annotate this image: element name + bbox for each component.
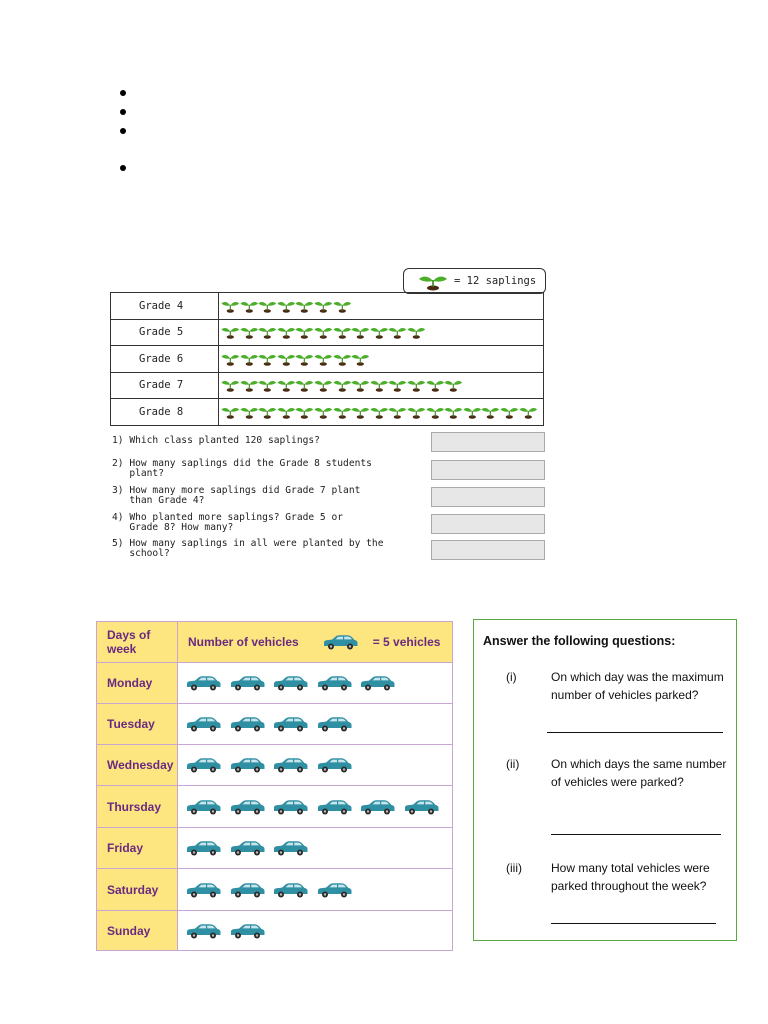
answer-field[interactable]: [431, 460, 545, 480]
day-label: Wednesday: [97, 745, 178, 785]
sapling-icon: [314, 405, 333, 419]
sapling-icon: [407, 405, 426, 419]
question-text: 5) How many saplings in all were planted by the school?: [112, 538, 384, 559]
answer-box: [473, 619, 737, 941]
question-text: On which days the same number of vehicles were parked?: [551, 757, 727, 789]
sapling-icon: [277, 325, 296, 339]
car-icon: [184, 715, 222, 733]
car-icons: [178, 786, 452, 827]
car-icon: [184, 756, 222, 774]
car-icon: [228, 922, 266, 940]
sapling-icon: [314, 352, 333, 366]
day-label: Saturday: [97, 869, 178, 910]
sapling-icon: [221, 378, 240, 392]
sapling-icon: [333, 352, 352, 366]
sapling-icon: [444, 405, 463, 419]
car-icons: [178, 828, 452, 868]
sapling-icon: [407, 378, 426, 392]
sapling-icons: [219, 373, 543, 399]
sapling-pictograph: [110, 292, 544, 426]
sapling-icon: [500, 405, 519, 419]
question-text: 2) How many saplings did the Grade 8 students plant?: [112, 458, 372, 479]
question-number: (ii): [506, 757, 520, 771]
vehicle-row: [97, 910, 452, 950]
sapling-icon: [370, 378, 389, 392]
day-label: Friday: [97, 828, 178, 868]
sapling-icons: [219, 346, 543, 372]
pictograph-row: [110, 320, 544, 347]
answer-blank[interactable]: [551, 923, 716, 924]
vehicle-row: [97, 827, 452, 868]
sapling-icon: [240, 378, 259, 392]
car-icon: [228, 674, 266, 692]
car-icon: [315, 674, 353, 692]
car-icon: [184, 922, 222, 940]
sapling-key: [403, 268, 546, 294]
sapling-icon: [240, 299, 259, 313]
car-icon: [271, 798, 309, 816]
question-text: On which day was the maximum number of vehicles parked?: [551, 670, 724, 702]
question-number: (iii): [506, 861, 522, 875]
sapling-key-label: = 12 saplings: [454, 275, 537, 287]
sapling-icon: [240, 352, 259, 366]
grade-label: Grade 7: [111, 373, 219, 399]
sapling-icon: [388, 325, 407, 339]
sapling-icons: [219, 399, 543, 425]
car-icons: [178, 663, 452, 703]
car-icon: [184, 798, 222, 816]
car-icon: [271, 881, 309, 899]
sapling-icon: [221, 405, 240, 419]
car-icon: [271, 674, 309, 692]
answer-blank[interactable]: [547, 732, 723, 733]
car-icon: [184, 674, 222, 692]
answer-blank[interactable]: [551, 834, 721, 835]
sapling-icon: [333, 378, 352, 392]
sapling-icon: [221, 299, 240, 313]
car-icon: [184, 881, 222, 899]
vehicle-key-label: = 5 vehicles: [372, 635, 441, 649]
grade-label: Grade 5: [111, 320, 219, 346]
sapling-icon: [221, 325, 240, 339]
car-icon: [271, 715, 309, 733]
sapling-icon: [351, 352, 370, 366]
vehicle-row: [97, 703, 452, 744]
question-text: 4) Who planted more saplings? Grade 5 or Grade 8? How many?: [112, 512, 344, 533]
question-text: How many total vehicles were parked throughout the week?: [551, 861, 710, 893]
sapling-icon: [258, 352, 277, 366]
sapling-icon: [426, 378, 445, 392]
sapling-icon: [370, 405, 389, 419]
sapling-icon: [295, 325, 314, 339]
car-icons: [178, 704, 452, 744]
pictograph-row: [110, 399, 544, 426]
answer-field[interactable]: [431, 432, 545, 452]
sapling-icon: [370, 325, 389, 339]
car-icon: [315, 798, 353, 816]
car-icon: [358, 798, 396, 816]
car-icon: [271, 839, 309, 857]
sapling-icon: [258, 299, 277, 313]
sapling-icon: [333, 405, 352, 419]
sapling-icon: [295, 405, 314, 419]
sapling-icon: [481, 405, 500, 419]
sapling-icons: [219, 320, 543, 346]
sapling-icon: [295, 299, 314, 313]
day-label: Sunday: [97, 911, 178, 950]
bullet: [120, 109, 126, 115]
grade-label: Grade 4: [111, 293, 219, 319]
answer-box-title: Answer the following questions:: [483, 634, 676, 648]
question-text: 3) How many more saplings did Grade 7 plant than Grade 4?: [112, 485, 361, 506]
sapling-icon: [333, 299, 352, 313]
vehicle-row: [97, 785, 452, 827]
sapling-icon: [295, 378, 314, 392]
grade-label: Grade 6: [111, 346, 219, 372]
sapling-icon: [295, 352, 314, 366]
sapling-icon: [333, 325, 352, 339]
sapling-icon: [314, 378, 333, 392]
sapling-icon: [277, 405, 296, 419]
sapling-icon: [240, 325, 259, 339]
sapling-icon: [444, 378, 463, 392]
car-icon: [315, 715, 353, 733]
vehicle-header-row: [97, 622, 452, 662]
sapling-icon: [277, 299, 296, 313]
vehicle-row: [97, 744, 452, 785]
bullet: [120, 128, 126, 134]
question-number: (i): [506, 670, 517, 684]
sapling-icon: [407, 325, 426, 339]
car-icon: [315, 756, 353, 774]
car-icon: [315, 881, 353, 899]
sapling-icon: [351, 405, 370, 419]
sapling-icon: [258, 405, 277, 419]
day-label: Thursday: [97, 786, 178, 827]
sapling-icons: [219, 293, 543, 319]
vehicle-row: [97, 662, 452, 703]
car-icons: [178, 745, 452, 785]
answer-field[interactable]: [431, 487, 545, 507]
sapling-icon: [463, 405, 482, 419]
car-icon: [228, 756, 266, 774]
header-vehicles: [178, 622, 452, 662]
answer-field[interactable]: [431, 540, 545, 560]
sapling-icon: [221, 352, 240, 366]
sapling-icon: [277, 352, 296, 366]
car-icon: [228, 798, 266, 816]
pictograph-row: [110, 292, 544, 320]
sapling-icon: [314, 325, 333, 339]
sapling-icon: [240, 405, 259, 419]
sapling-icon: [314, 299, 333, 313]
car-icon: [228, 839, 266, 857]
bullet: [120, 165, 126, 171]
pictograph-row: [110, 346, 544, 373]
question-text: 1) Which class planted 120 saplings?: [112, 435, 320, 446]
sapling-icon: [277, 378, 296, 392]
sapling-icon: [351, 325, 370, 339]
vehicle-pictograph: [96, 621, 453, 951]
car-icon: [271, 756, 309, 774]
car-icons: [178, 911, 452, 950]
car-icon: [228, 715, 266, 733]
grade-label: Grade 8: [111, 399, 219, 425]
car-icon: [358, 674, 396, 692]
sapling-icon: [351, 378, 370, 392]
bullet: [120, 90, 126, 96]
car-icon: [184, 839, 222, 857]
car-icon: [228, 881, 266, 899]
day-label: Tuesday: [97, 704, 178, 744]
sapling-icon: [258, 325, 277, 339]
car-icon: [402, 798, 440, 816]
sapling-icon: [519, 405, 538, 419]
sapling-icon: [426, 405, 445, 419]
header-vehicles-label: Number of vehicles: [188, 635, 299, 649]
vehicle-row: [97, 868, 452, 910]
pictograph-row: [110, 373, 544, 400]
header-days: Days of week: [97, 622, 178, 662]
answer-field[interactable]: [431, 514, 545, 534]
sapling-icon: [418, 271, 448, 291]
sapling-icon: [388, 378, 407, 392]
sapling-icon: [388, 405, 407, 419]
car-icons: [178, 869, 452, 910]
sapling-icon: [258, 378, 277, 392]
day-label: Monday: [97, 663, 178, 703]
car-icon: [321, 633, 359, 651]
